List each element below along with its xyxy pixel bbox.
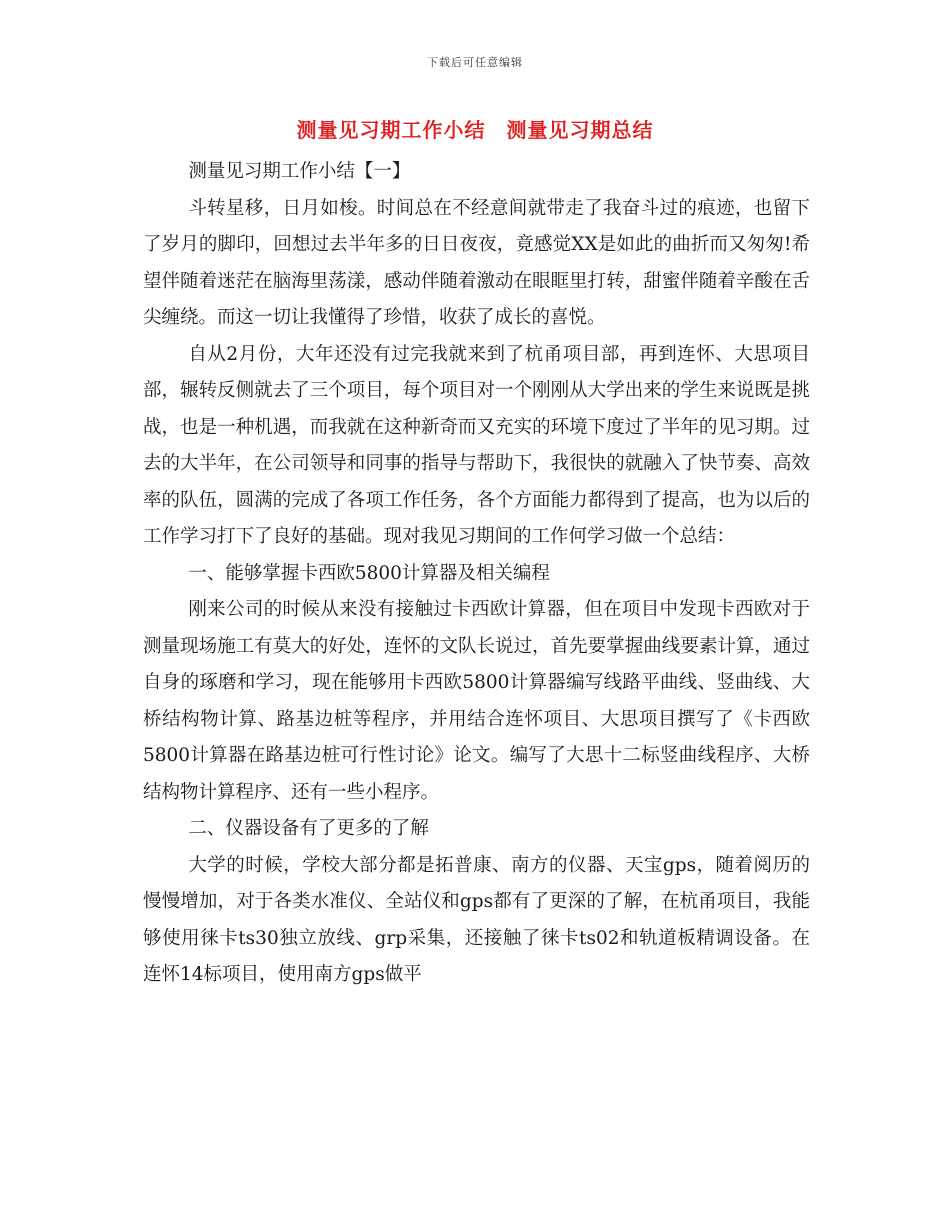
document-body <box>143 154 810 994</box>
body-paragraph: 自从2月份，大年还没有过完我就来到了杭甬项目部，再到连怀、大思项目部，辗转反侧就去了三个项目，每个项目对一个刚刚从大学出来的学生来说既是挑战，也是一种机遇，而我就在这种新奇而又充实的环境下度过了半年的见习期。过去的大半年，在公司领导和同事的指导与帮助下，我很快的就融入了快节奏、高效率的队伍，圆满的完成了各项工作任务，各个方面能力都得到了提高，也为以后的工作学习打下了良好的基础。现对我见习期间的工作何学习做一个总结： <box>143 343 810 547</box>
document-title: 测量见习期工作小结 测量见习期总结 <box>296 118 654 142</box>
subsection-heading: 二、仪器设备有了更多的了解 <box>188 818 429 839</box>
body-paragraph: 大学的时候，学校大部分都是拓普康、南方的仪器、天宝gps，随着阅历的慢慢增加，对于各类水准仪、全站仪和gps都有了更深的了解，在杭甬项目，我能够使用徕卡ts30独立放线、grp采集，还接触了徕卡ts02和轨道板精调设备。在连怀14标项目，使用南方gps做平 <box>143 854 810 985</box>
body-paragraph: 刚来公司的时候从来没有接触过卡西欧计算器，但在项目中发现卡西欧对于测量现场施工有莫大的好处，连怀的文队长说过，首先要掌握曲线要素计算，通过自身的琢磨和学习，现在能够用卡西欧5800计算器编写线路平曲线、竖曲线、大桥结构物计算、路基边桩等程序，并用结合连怀项目、大思项目撰写了《卡西欧5800计算器在路基边桩可行性讨论》论文。编写了大思十二标竖曲线程序、大桥结构物计算程序、还有一些小程序。 <box>143 599 810 803</box>
body-paragraph: 斗转星移，日月如梭。时间总在不经意间就带走了我奋斗过的痕迹，也留下了岁月的脚印，回想过去半年多的日日夜夜，竟感觉XX是如此的曲折而又匆匆!希望伴随着迷茫在脑海里荡漾，感动伴随着激动在眼眶里打转，甜蜜伴随着辛酸在舌尖缠绕。而这一切让我懂得了珍惜，收获了成长的喜悦。 <box>143 197 810 328</box>
section-heading: 测量见习期工作小结【一】 <box>188 161 411 182</box>
subsection-heading: 一、能够掌握卡西欧5800计算器及相关编程 <box>188 562 550 584</box>
page-header-note: 下载后可任意编辑 <box>427 56 523 69</box>
